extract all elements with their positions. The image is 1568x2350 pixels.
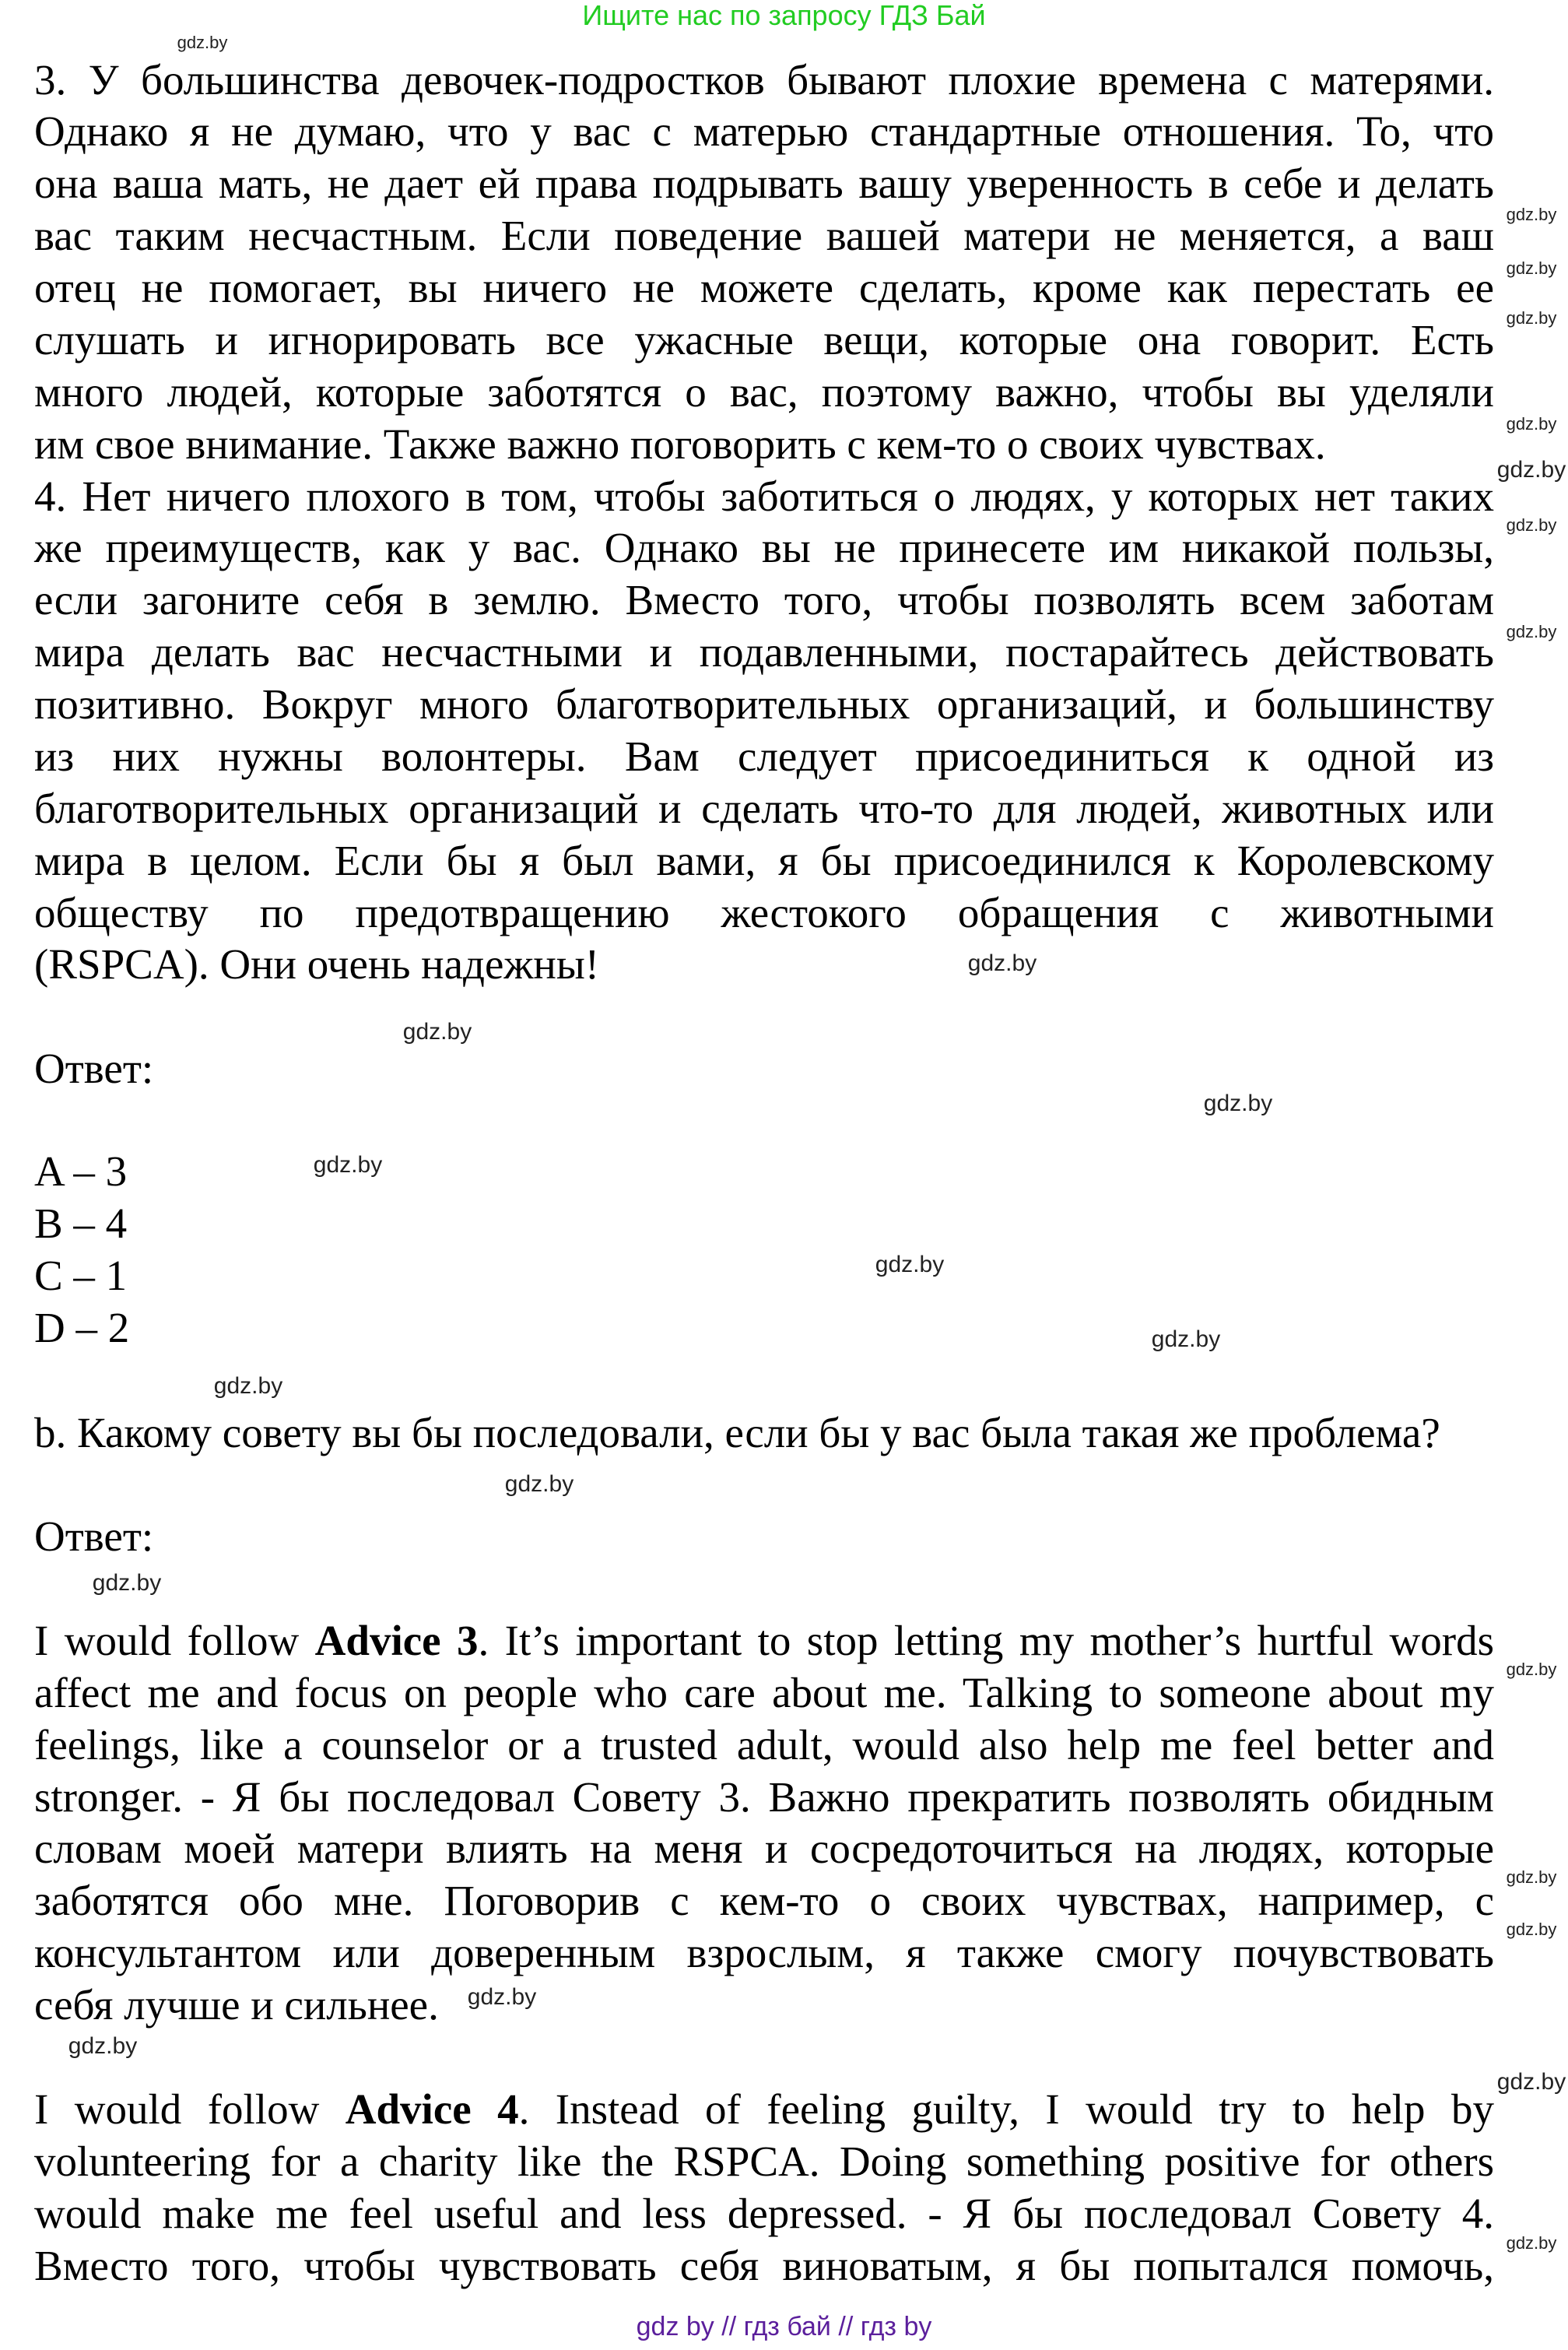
watermark-label: gdz.by (1506, 258, 1557, 278)
watermark-label: gdz.by (875, 1252, 945, 1277)
match-item: B – 4 (34, 1200, 128, 1247)
advice-line: благотворительных организаций и сделать что-то для людей, животных или (34, 785, 1494, 832)
watermark-label: gdz.by (1203, 1091, 1273, 1116)
answer-line: заботятся обо мне. Поговорив с кем-то о своих чувствах, например, с (34, 1877, 1494, 1924)
advice-line: обществу по предотвращению жестокого обращения с животными (34, 889, 1494, 936)
advice-line: если загоните себя в землю. Вместо того, чтобы позволять всем заботам (34, 576, 1494, 624)
watermark-label: gdz.by (467, 1984, 537, 2010)
advice-line: 3. У большинства девочек-подростков бывают плохие времена с матерями. (34, 56, 1494, 104)
advice-line: вас таким несчастным. Если поведение вашей матери не меняется, а ваш (34, 212, 1494, 259)
advice-line: 4. Нет ничего плохого в том, чтобы заботиться о людях, у которых нет таких (34, 472, 1494, 520)
watermark-label: gdz.by (1496, 457, 1566, 483)
answer-line: would make me feel useful and less depressed. - Я бы последовал Совету 4. (34, 2190, 1494, 2237)
watermark-label: gdz.by (1506, 308, 1557, 328)
advice-line: (RSPCA). Они очень надежны! (34, 940, 600, 988)
footer-banner: gdz by // гдз бай // гдз by (636, 2312, 932, 2341)
answer-line: себя лучше и сильнее. (34, 1981, 439, 2029)
watermark-label: gdz.by (402, 1019, 472, 1045)
answer-line: feelings, like a counselor or a trusted adult, would also help me feel better and (34, 1721, 1494, 1769)
question-b: b. Какому совету вы бы последовали, если бы у вас была такая же проблема? (34, 1409, 1440, 1456)
search-banner: Ищите нас по запросу ГДЗ Бай (582, 0, 986, 31)
advice-reference: Advice 4 (345, 2085, 519, 2133)
answer-line: словам моей матери влиять на меня и сосредоточиться на людях, которые (34, 1825, 1494, 1872)
advice-line: много людей, которые заботятся о вас, поэтому важно, чтобы вы уделяли (34, 368, 1494, 416)
text-run: I would follow (34, 1617, 315, 1664)
match-item: A – 3 (34, 1147, 128, 1195)
advice-line: мира в целом. Если бы я был вами, я бы присоединился к Королевскому (34, 837, 1494, 884)
advice-reference: Advice 3 (314, 1617, 479, 1664)
answer-line: volunteering for a charity like the RSPCA. Doing something positive for others (34, 2137, 1494, 2185)
match-item: D – 2 (34, 1304, 130, 1351)
answer-line (34, 2084, 1494, 2135)
advice-line: она ваша мать, не дает ей права подрывать вашу уверенность в себе и делать (34, 160, 1494, 207)
watermark-label: gdz.by (1506, 2233, 1557, 2253)
advice-line: же преимуществ, как у вас. Однако вы не принесете им никакой пользы, (34, 524, 1494, 571)
watermark-label: gdz.by (313, 1152, 383, 1178)
answer-line: affect me and focus on people who care about me. Talking to someone about my (34, 1669, 1494, 1716)
watermark-label: gdz.by (1496, 2069, 1566, 2095)
answer-line: Вместо того, чтобы чувствовать себя виноватым, я бы попытался помочь, (34, 2242, 1494, 2289)
watermark-label: gdz.by (967, 950, 1037, 976)
watermark-label: gdz.by (1506, 1920, 1557, 1939)
answer-line: консультантом или доверенным взрослым, я также смогу почувствовать (34, 1929, 1494, 1976)
watermark-label: gdz.by (1506, 414, 1557, 434)
watermark-label: gdz.by (92, 1570, 162, 1596)
watermark-label: gdz.by (504, 1471, 574, 1497)
text-run: I would follow (34, 2085, 346, 2133)
watermark-label: gdz.by (1506, 1867, 1557, 1887)
match-item: C – 1 (34, 1252, 128, 1299)
advice-line: Однако я не думаю, что у вас с матерью стандартные отношения. То, что (34, 107, 1494, 155)
watermark-label: gdz.by (1506, 622, 1557, 641)
watermark-label: gdz.by (1506, 205, 1557, 224)
watermark-label: gdz.by (177, 33, 228, 52)
text-run: . It’s important to stop letting my mother’s hurtful words (478, 1617, 1494, 1664)
answer-line: stronger. - Я бы последовал Совету 3. Важно прекратить позволять обидным (34, 1773, 1494, 1821)
watermark-label: gdz.by (1506, 1660, 1557, 1679)
watermark-label: gdz.by (213, 1373, 283, 1399)
advice-line: позитивно. Вокруг много благотворительных организаций, и большинству (34, 680, 1494, 728)
watermark-label: gdz.by (68, 2033, 138, 2059)
advice-line: слушать и игнорировать все ужасные вещи, которые она говорит. Есть (34, 316, 1494, 364)
text-run: . Instead of feeling guilty, I would try to help by (518, 2085, 1494, 2133)
answer-label: Ответ: (34, 1512, 154, 1560)
advice-line: из них нужны волонтеры. Вам следует присоединиться к одной из (34, 732, 1494, 780)
answer-label: Ответ: (34, 1045, 154, 1092)
advice-line: мира делать вас несчастными и подавленными, постарайтесь действовать (34, 628, 1494, 676)
answer-line (34, 1615, 1494, 1667)
advice-line: отец не помогает, вы ничего не можете сделать, кроме как перестать ее (34, 264, 1494, 311)
watermark-label: gdz.by (1151, 1326, 1221, 1352)
watermark-label: gdz.by (1506, 515, 1557, 535)
advice-line: им свое внимание. Также важно поговорить с кем-то о своих чувствах. (34, 420, 1326, 468)
